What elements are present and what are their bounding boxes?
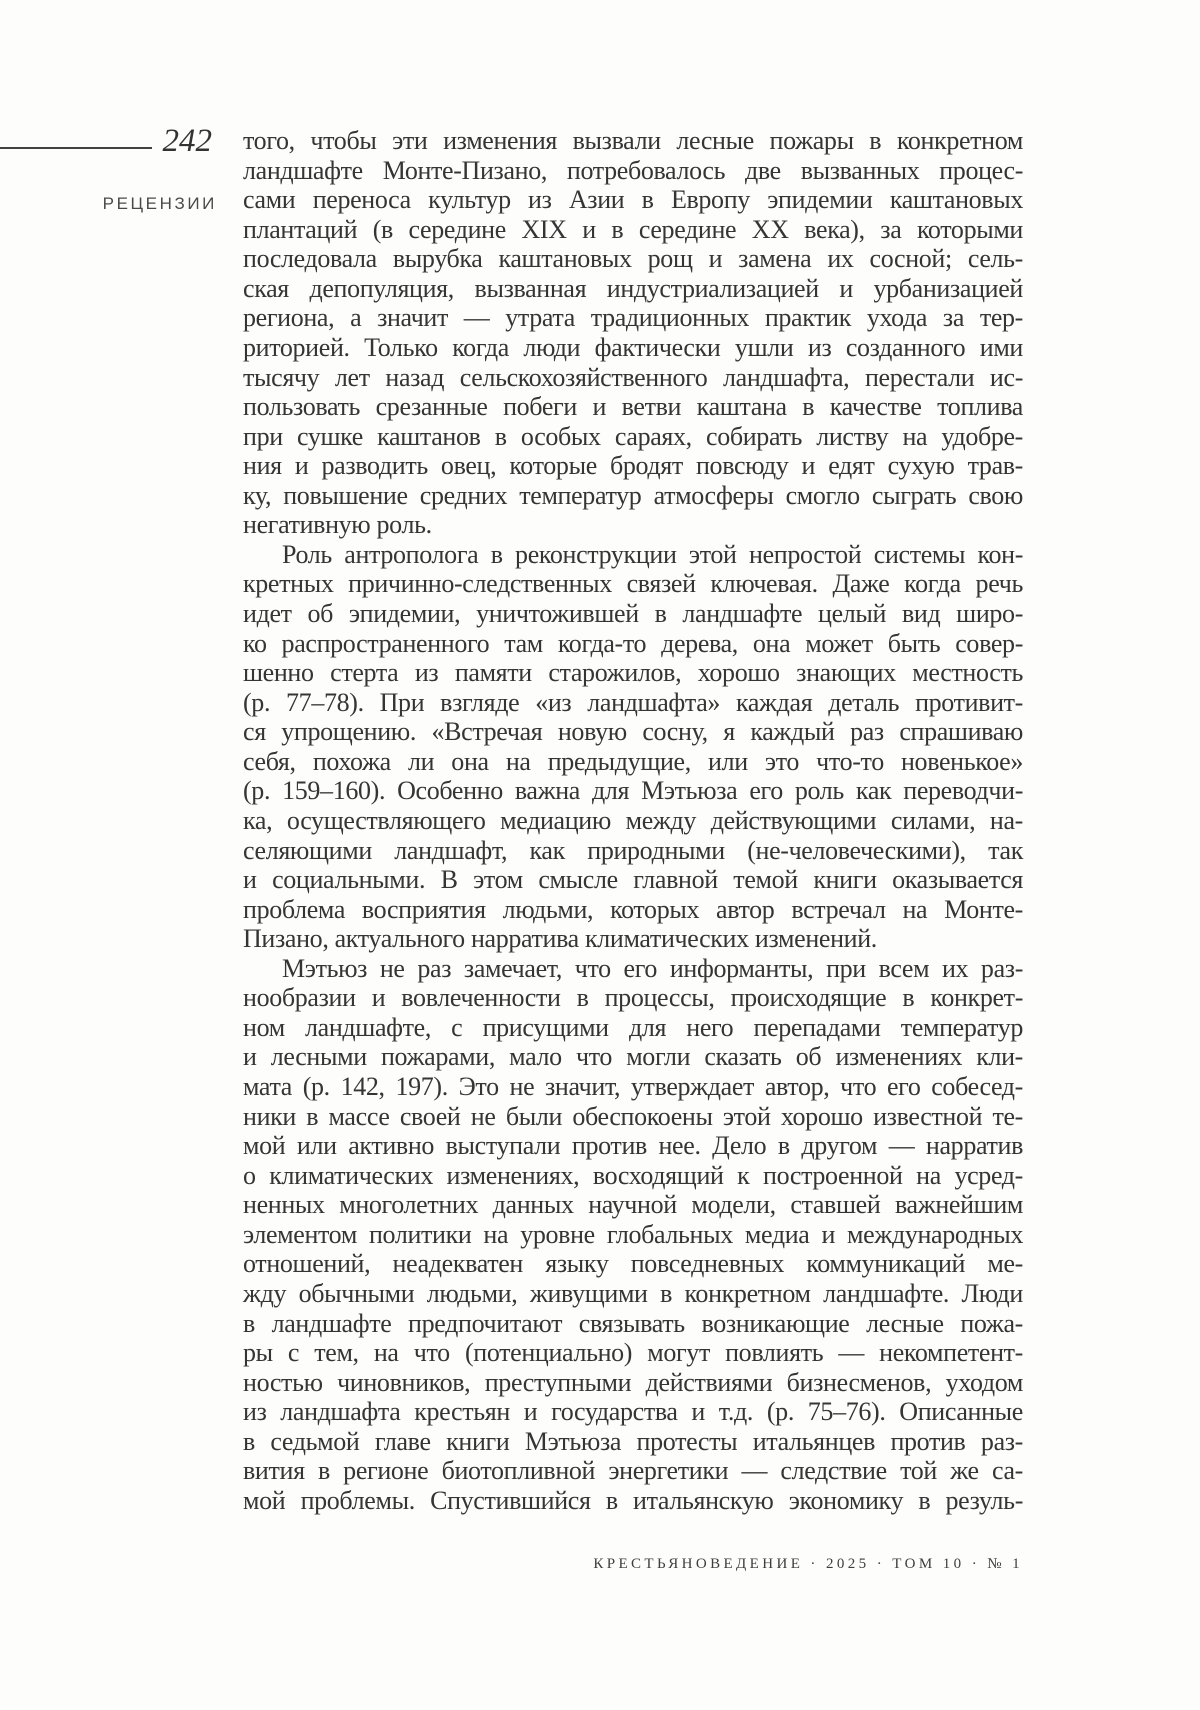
text-line: жду обычными людьми, живущими в конкретном ландшафте. Люди <box>243 1278 1023 1308</box>
text-line: проблема восприятия людьми, которых автор встречал на Монте- <box>243 894 1023 924</box>
text-line: и лесными пожарами, мало что могли сказать об изменениях кли- <box>243 1042 1023 1072</box>
text-line: кретных причинно-следственных связей ключевая. Даже когда речь <box>243 569 1023 599</box>
text-line: негативную роль. <box>243 510 432 540</box>
text-line: последовала вырубка каштановых рощ и замена их сосной; сель- <box>243 244 1023 274</box>
text-line: (р. 77–78). При взгляде «из ландшафта» каждая деталь противит- <box>243 687 1023 717</box>
text-line: шенно стерта из памяти старожилов, хорошо знающих местность <box>243 658 1023 688</box>
text-line: ся упрощению. «Встречая новую сосну, я каждый раз спрашиваю <box>243 717 1023 747</box>
text-line: пользовать срезанные побеги и ветви каштана в качестве топлива <box>243 392 1023 422</box>
text-line: плантаций (в середине XIX и в середине XX века), за которыми <box>243 214 1023 244</box>
text-line: и социальными. В этом смысле главной темой книги оказывается <box>243 865 1023 895</box>
text-line: о климатических изменениях, восходящий к построенной на усред- <box>243 1160 1023 1190</box>
text-line: ры с тем, на что (потенциально) могут повлиять — некомпетент- <box>243 1338 1023 1368</box>
text-line: Пизано, актуального нарратива климатических изменений. <box>243 924 877 954</box>
text-line: из ландшафта крестьян и государства и т.д. (р. 75–76). Описанные <box>243 1397 1023 1427</box>
text-line: ко распространенного там когда-то дерева, она может быть совер- <box>243 628 1023 658</box>
text-line: региона, а значит — утрата традиционных практик ухода за тер- <box>243 303 1023 333</box>
text-line: ландшафте Монте-Пизано, потребовалось две вызванных процес- <box>243 155 1023 185</box>
text-line: ка, осуществляющего медиацию между действующими силами, на- <box>243 805 1023 835</box>
text-line: ники в массе своей не были обеспокоены этой хорошо известной те- <box>243 1101 1023 1131</box>
text-line: идет об эпидемии, уничтожившей в ландшафте целый вид широ- <box>243 599 1023 628</box>
text-line: тысячу лет назад сельскохозяйственного ландшафта, перестали ис- <box>243 362 1023 392</box>
journal-footer: КРЕСТЬЯНОВЕДЕНИЕ · 2025 · ТОМ 10 · № 1 <box>593 1556 1023 1572</box>
text-line: нообразии и вовлеченности в процессы, происходящие в конкрет- <box>243 983 1023 1013</box>
text-line: ностью чиновников, преступными действиями бизнесменов, уходом <box>243 1367 1023 1397</box>
text-line: ская депопуляция, вызванная индустриализацией и урбанизацией <box>243 273 1023 303</box>
text-line: ном ландшафте, с присущими для него перепадами температур <box>243 1012 1023 1042</box>
text-line: ния и разводить овец, которые бродят повсюду и едят сухую трав- <box>243 451 1023 481</box>
text-line: селяющими ландшафт, как природными (не-человеческими), так <box>243 835 1023 865</box>
text-line: отношений, неадекватен языку повседневных коммуникаций ме- <box>243 1249 1023 1279</box>
text-line: (р. 159–160). Особенно важна для Мэтьюза его роль как переводчи- <box>243 776 1023 806</box>
text-line: себя, похожа ли она на предыдущие, или это что-то новенькое» <box>243 746 1023 776</box>
text-line: мой проблемы. Спустившийся в итальянскую экономику в резуль- <box>243 1485 1023 1515</box>
text-line: вития в регионе биотопливной энергетики — следствие той же са- <box>243 1456 1023 1486</box>
page-number: 242 <box>162 123 212 159</box>
text-line: Роль антрополога в реконструкции этой непростой системы кон- <box>282 539 1023 569</box>
text-line: в ландшафте предпочитают связывать возникающие лесные пожа- <box>243 1308 1023 1338</box>
text-line: того, чтобы эти изменения вызвали лесные пожары в конкретном <box>243 126 1023 155</box>
text-line: сами переноса культур из Азии в Европу эпидемии каштановых <box>243 185 1023 215</box>
text-line: в седьмой главе книги Мэтьюза протесты итальянцев против раз- <box>243 1426 1023 1456</box>
text-line: риторией. Только когда люди фактически ушли из созданного ими <box>243 332 1023 362</box>
article-text <box>243 126 1023 1515</box>
text-line: элементом политики на уровне глобальных медиа и международных <box>243 1219 1023 1249</box>
text-line: мата (р. 142, 197). Это не значит, утверждает автор, что его собесед- <box>243 1072 1023 1101</box>
text-line: Мэтьюз не раз замечает, что его информанты, при всем их раз- <box>282 953 1023 983</box>
section-label: РЕЦЕНЗИИ <box>102 194 217 213</box>
text-line: ку, повышение средних температур атмосферы смогло сыграть свою <box>243 480 1023 510</box>
text-line: ненных многолетних данных научной модели, ставшей важнейшим <box>243 1190 1023 1220</box>
text-line: при сушке каштанов в особых сараях, собирать листву на удобре- <box>243 421 1023 451</box>
text-line: мой или активно выступали против нее. Дело в другом — нарратив <box>243 1131 1023 1161</box>
